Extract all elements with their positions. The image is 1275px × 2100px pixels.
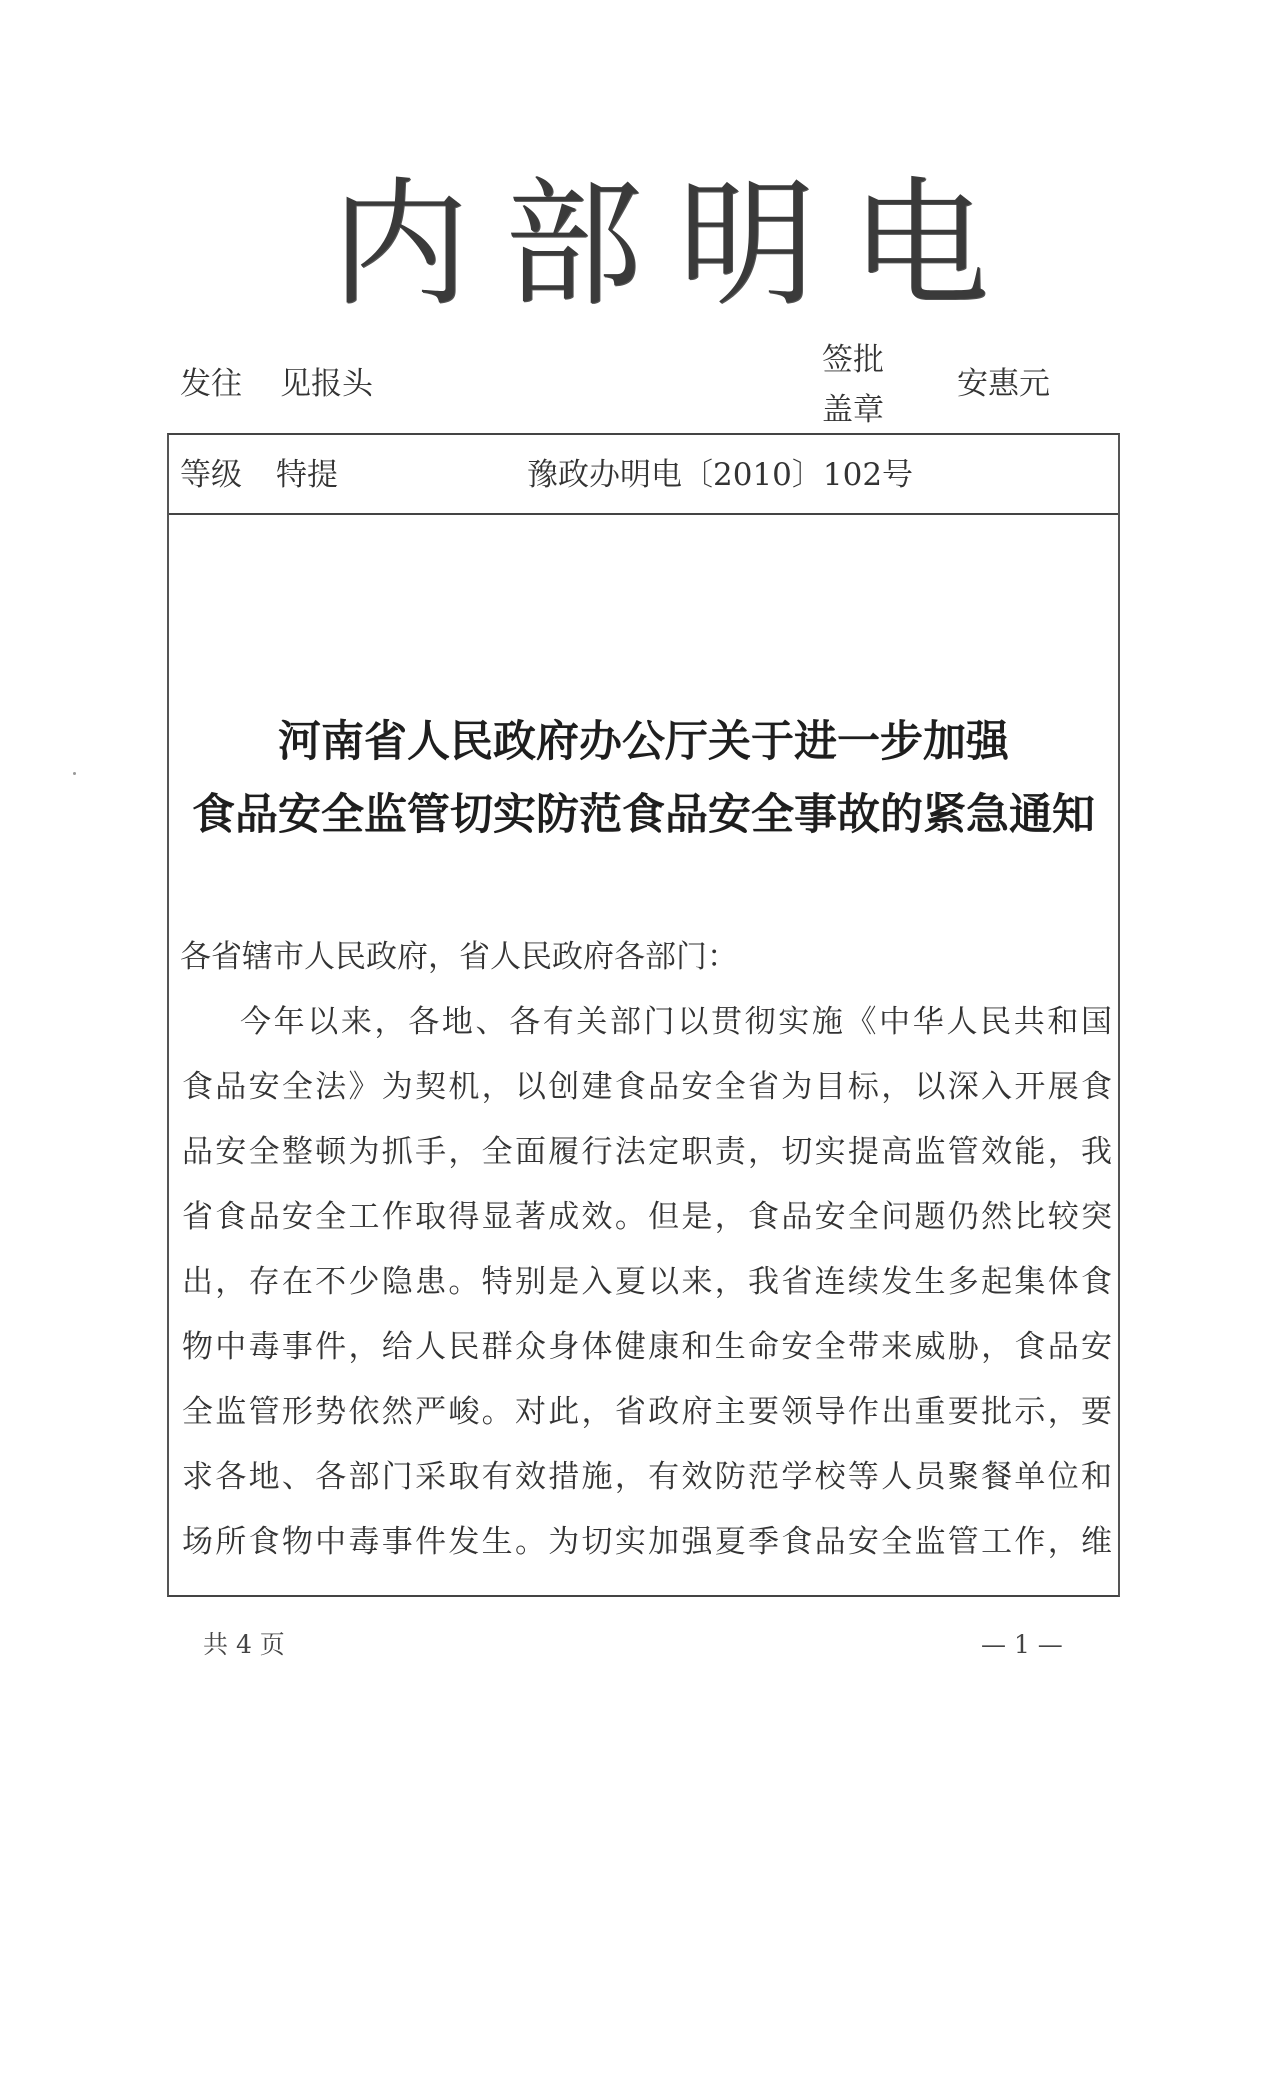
header-title-char: 电 [850,164,989,325]
header-title-char: 内 [330,164,469,325]
document-number: 豫政办明电〔2010〕102号 [527,457,914,493]
page-number: — 1 — [981,1630,1063,1659]
notice-title-line2: 食品安全监管切实防范食品安全事故的紧急通知 [192,790,1095,840]
body-line: 品安全整顿为抓手，全面履行法定职责，切实提高监管效能，我 [182,1134,1112,1170]
body-line: 求各地、各部门采取有效措施，有效防范学校等人员聚餐单位和 [182,1459,1112,1495]
document-header-title [320,165,1000,325]
approve-label-line1: 签批 [822,342,884,378]
approve-label-line2: 盖章 [822,392,884,428]
body-line: 出，存在不少隐患。特别是入夏以来，我省连续发生多起集体食 [182,1264,1112,1300]
total-pages: 共 4 页 [203,1630,285,1659]
notice-title-line1: 河南省人民政府办公厅关于进一步加强 [278,717,1009,767]
level-value: 特提 [276,457,338,493]
body-line: 物中毒事件，给人民群众身体健康和生命安全带来威胁，食品安 [182,1329,1112,1365]
approver-name: 安惠元 [957,366,1050,402]
salutation: 各省辖市人民政府，省人民政府各部门： [180,939,738,975]
level-label: 等级 [180,457,242,493]
header-title-char: 明 [677,164,816,325]
body-line: 食品安全法》为契机，以创建食品安全省为目标，以深入开展食 [182,1069,1112,1105]
body-line: 今年以来，各地、各有关部门以贯彻实施《中华人民共和国 [240,1004,1112,1040]
send-to-value: 见报头 [280,366,373,402]
header-title-char: 部 [504,164,643,325]
body-line: 全监管形势依然严峻。对此，省政府主要领导作出重要批示，要 [182,1394,1112,1430]
scan-speck [73,772,76,775]
body-line: 场所食物中毒事件发生。为切实加强夏季食品安全监管工作，维 [182,1524,1112,1560]
frame-divider [169,513,1118,515]
body-line: 省食品安全工作取得显著成效。但是，食品安全问题仍然比较突 [182,1199,1112,1235]
send-to-label: 发往 [180,366,242,402]
